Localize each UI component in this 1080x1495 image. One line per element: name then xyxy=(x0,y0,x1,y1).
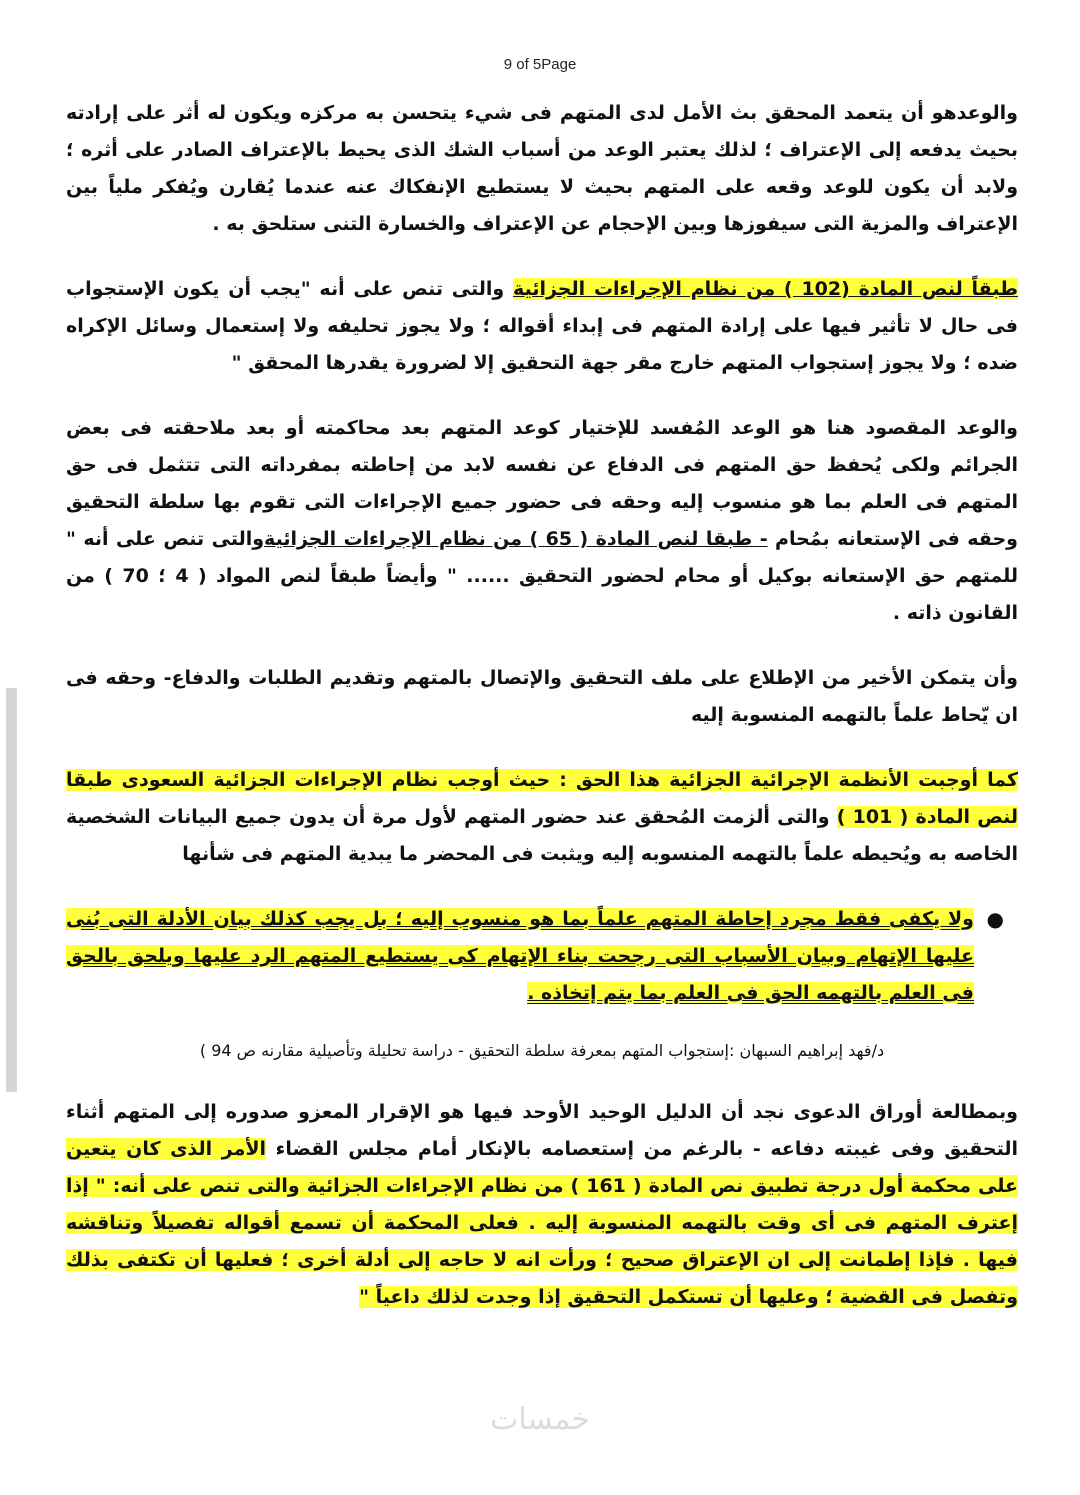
bullet-evidence-disclosure xyxy=(66,901,1018,1012)
page-number-header: 9 of 5Page xyxy=(503,56,577,73)
watermark-logo: خمسات xyxy=(489,1402,591,1437)
highlight-article-102: طبقاً لنص المادة (102 ) من نظام الإجراءات الجزائية xyxy=(513,278,1018,300)
scrollbar-indicator xyxy=(6,688,17,1092)
paragraph-article-102 xyxy=(66,271,1018,382)
bullet-text: ولا يكفى فقط مجرد إحاطة المتهم علماً بما هو منسوب إليه ؛ بل يجب كذلك بيان الأدلة التى بُنى عليها الإتهام وبيان الأسباب التى رجحت بناء الإتهام كى يستطيع المتهم الرد عليها ويلحق بالحق فى العلم بالتهمه الحق فى العلم بما يتم إتخاذه . xyxy=(66,908,974,1004)
article-101-text: والتى ألزمت المُحقق عند حضور المتهم لأول مرة أن يدون جميع البيانات الشخصية الخاصه به ويُحيطه علماً بالتهمه المنسوبه إليه ويثبت فى المحضر ما يبدية المتهم فى شأنها xyxy=(66,806,1018,865)
bullet-icon: ● xyxy=(986,907,1004,931)
paragraph-lawyer-access: وأن يتمكن الأخير من الإطلاع على ملف التحقيق والإتصال بالمتهم وتقديم الطلبات والدفاع- وحقه فى ان يّحاط علماً بالتهمه المنسوبة إليه xyxy=(66,667,1018,726)
highlight-article-101: كما أوجبت الأنظمة الإجرائية الجزائية هذا الحق : حيث أوجب نظام الإجراءات الجزائية السعودى طبقا لنص المادة ( 101 ) xyxy=(66,769,1018,828)
article-65-text: والتى تنص على أنه " للمتهم حق الإستعانه بوكيل أو محام لحضور التحقيق ...... " وأيضاً طبقاً لنص المواد ( 4 ؛ 70 ) من القانون ذاته . xyxy=(66,528,1018,624)
defense-rights-text: والوعد المقصود هنا هو الوعد المُفسد للإختيار كوعد المتهم بعد محاكمته أو بعد ملاحقته فى بعض الجرائم ولكى يُحفظ حق المتهم فى الدفاع عن نفسه لابد من إحاطته بمفرداته التى تتثمل فى حق المتهم فى العلم بما هو منسوب إليه وحقه فى حضور جميع الإجراءات التى تقوم بها سلطة التحقيق وحقه فى الإستعانه بمُحام xyxy=(66,417,1018,550)
highlight-article-161: الأمر الذى كان يتعين على محكمة أول درجة تطبيق نص المادة ( 161 ) من نظام الإجراءات الجزائية والتى تنص على أنه: " إذا إعترف المتهم فى أى وقت بالتهمه المنسوبة إليه . فعلى المحكمة أن تسمع أقواله تفصيلاً وتناقشه فيها . فإذا إطمانت إلى ان الإعتراق صحيح ؛ ورأت انه لا حاجه إلى أدلة أخرى ؛ فعليها أن تكتفى بذلك وتفصل فى القضية ؛ وعليها أن تستكمل التحقيق إذا وجدت لذلك داعياً " xyxy=(66,1138,1018,1308)
document-body xyxy=(66,95,1018,1344)
paragraph-case-review xyxy=(66,1094,1018,1316)
article-102-text: والتى تنص على أنه "يجب أن يكون الإستجواب فى حال لا تأثير فيها على إرادة المتهم فى إبداء أقواله ؛ ولا يجوز تحليفه ولا إستعمال وسائل الإكراه ضده ؛ ولا يجوز إستجواب المتهم خارج مقر جهة التحقيق إلا لضرورة يقدرها المحقق " xyxy=(66,278,1018,374)
paragraph-defense-rights xyxy=(66,410,1018,632)
underline-article-65: - طبقا لنص المادة ( 65 ) من نظام الإجراءات الجزائية xyxy=(264,528,768,550)
citation-reference: د/فهد إبراهيم السبهان :إستجواب المتهم بمعرفة سلطة التحقيق - دراسة تحليلة وتأصيلية مقارنه ص 94 ) xyxy=(199,1041,885,1060)
paragraph-promise-definition: والوعدهو أن يتعمد المحقق بث الأمل لدى المتهم فى شيء يتحسن به مركزه ويكون له أثر على إرادته بحيث يدفعه إلى الإعتراف ؛ لذلك يعتبر الوعد من أسباب الشك الذى يحيط بالإعتراف الصادر على أثره ؛ ولابد أن يكون للوعد وقعه على المتهم بحيث لا يستطيع الإنفكاك عنه عندما يُقارن ويُفكر ملياً بين الإعتراف والمزية التى سيفوزها وبين الإحجام عن الإعتراف والخسارة التنى ستلحق به . xyxy=(66,102,1018,235)
case-review-text: وبمطالعة أوراق الدعوى نجد أن الدليل الوحيد الأوحد فيها هو الإقرار المعزو صدوره إلى المتهم أثناء التحقيق وفى غيبته دفاعه - بالرغم من إستعصامه بالإنكار أمام مجلس القضاء xyxy=(66,1101,1018,1160)
paragraph-article-101 xyxy=(66,762,1018,873)
